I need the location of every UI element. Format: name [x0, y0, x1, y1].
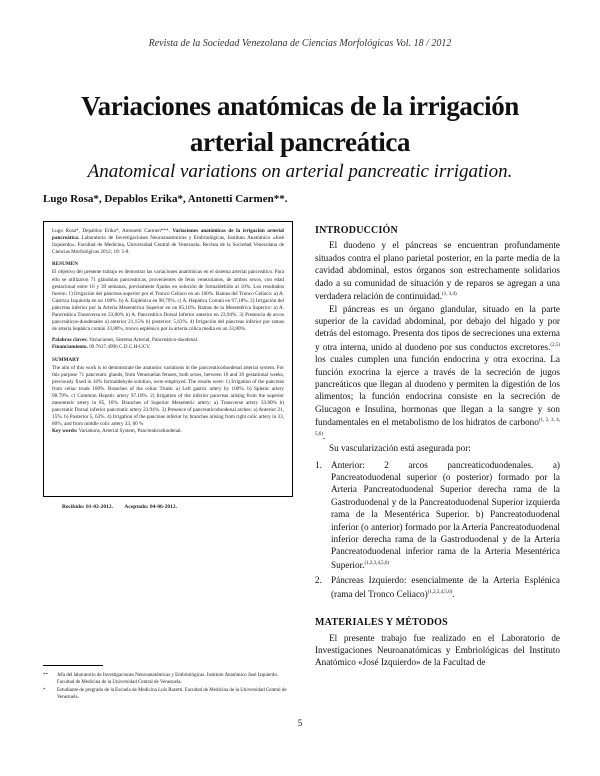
- intro-paragraph-2: [315, 303, 560, 443]
- vascularization-list: [315, 459, 560, 601]
- accepted-date: Aceptado: 04-06-2012.: [124, 504, 177, 510]
- intro-paragraph-3: Su vascularización está asegurada por:: [329, 443, 471, 454]
- footnote-mark: *: [43, 688, 46, 694]
- title-line-2: arterial pancreática: [189, 127, 411, 157]
- intro-p2-end: .: [322, 430, 326, 441]
- list-item-end: .: [452, 588, 455, 599]
- summary-heading: SUMMARY: [52, 356, 80, 363]
- citation-ref: (1, 3,4): [442, 292, 457, 298]
- page-number: 5: [297, 718, 303, 728]
- footnote-text: Estudiante de pregrado de la Escuela de Medicina Luis Razetti. Facultad de Medicina de la Universidad Central de Venezuela.: [57, 688, 287, 700]
- list-number: 2.: [315, 575, 322, 586]
- palabras-label: Palabras claves:: [52, 337, 88, 344]
- list-number: 1.: [315, 459, 322, 470]
- footnote-mark: **: [43, 673, 48, 678]
- footnote-text: Jefa del laboratorio de Investigaciones Neuroanatómicas y Embriológicas. Instituto Anatómico José Izquierdo. Facultad de Medicina de la Universidad Central de Venezuela.: [57, 673, 279, 685]
- list-text: [331, 459, 560, 572]
- title-line-1: Variaciones anatómicas de la irrigación: [81, 91, 519, 121]
- article-title: [30, 88, 570, 160]
- citation-ref: (1, 2, 3, 4, 5,6): [315, 418, 561, 437]
- palabras-text: Variaciones, Sistema Arterial, Pancreático-duodenal.: [89, 337, 199, 344]
- financiamiento-label: Financiamiento.: [52, 344, 88, 351]
- resumen-text: El objetivo del presente trabajo es demostrar las variaciones anatómicas en el sistema arterial pancreático. Para ello se utilizaron 71 glándulas pancreáticas, provenientes de fetos venezolanos, de ambos sexos, con edad gestacional entre 16 y 39 semanas, previamente fijados en solución de formaldehído al 10%. Los resultados fueron: 1) Irrigación del páncreas superior por el Tronco Celíaco en un 100%. Ramas del Tronco Celíaco: a) A. Gástrica Izquierda en un 100%. b) A. Esplénica en 98,79%. c) A. Hepática Común en 97,18%. 2) Irrigación del páncreas inferior por la Arteria Mesentérica Superior en un 85,10%. Ramas de la Mesentérica Superior: a) A. Pancreática Transversa en 33,80% b) A. Pancreática Dorsal Inferior anterior en 23,94%. 3) Presencia de arcos pancreáticos-duodenales a) anterior 21,15% b) posterior: 5,63%. 4) Irrigación del páncreas inferior por ramas de arteria hepática común 33,80%, tronco esplénico por la arteria cólica media en un 33,80%.: [52, 269, 284, 333]
- financiamiento-text: 09.7637.4996 C.D.C.H-UCV.: [89, 344, 151, 351]
- citation-title: Variaciones anatómicas de la irrigación arterial pancreática.: [52, 228, 285, 242]
- list-item: [315, 459, 560, 572]
- keywords-text: Variations, Arterial System, Pancreaticoduodenal.: [78, 428, 182, 435]
- summary-text: The aim of this work is to demonstrate the anatomic variations in the pancreaticoduodenal arterial system. For this purpose 71 pancreatic glands, from Venezuelan fetuses, both sexes, between 16 and 39 gestational weeks, previously fixed in 10% formaldehyde solution, were employed. The results were: 1) Irrigation of the pancreas from celiac trunk 100%. Branches of the celiac Trunk: a) Left gastric artery by 100%. b) Splenic artery 98.79%. c) Common Hepatic artery 97.18%. 2) Irrigation of the inferior pancreas arising from the superior mesenteric artery in 85, 10%. Branches of Superior Mesenteric artery: a) Transverse artery 33.80% b) pancreatic Dorsal inferior pancreatic artery 23.94%. 3) Presence of pancreaticoduodenal arches: a) Anterior 21, 15%. b) Posterior 5, 63%. 4) Irrigation of the pancreas inferior by branches arising from right colic artery in 33, 80%, and from middle colic artery 33, 80 %: [52, 364, 284, 428]
- methods-heading: MATERIALES Y MÉTODOS: [315, 617, 448, 629]
- keywords-label: Key words:: [52, 428, 78, 435]
- journal-header: Revista de la Sociedad Venezolana de Ciencias Morfológicas Vol. 18 / 2012: [148, 38, 452, 49]
- citation-ref: (1,2,3,4,5,6): [427, 589, 453, 595]
- author-list: Lugo Rosa*, Depablos Erika*, Antonetti Carmen**.: [43, 193, 288, 205]
- citation-ref: (2,5): [550, 342, 560, 348]
- intro-paragraph-1: [315, 239, 560, 302]
- intro-p1-text: El duodeno y el páncreas se encuentran profundamente situados contra el plano parietal posterior, en la parte media de la cavidad abdominal, estos órganos son estrechamente solidarios dado a su comunidad de situación y de reparos se agregan a una verdadera relación de continuidad.: [315, 240, 560, 302]
- palabras-claves: [52, 337, 284, 344]
- intro-p2b-text: los cuales cumplen una función endocrina y otra exocrina. La función exocrina la ejerce a través de la secreción de jugos pancreáticos que llegan al duodeno y permiten la digestión de los alimentos; la función endocrina consiste en la secreción de Glucagon e Insulina, hormonas que llegan a la sangre y son fundamentales en el metabolismo de los hidratos de carbono: [315, 354, 560, 428]
- list-item-body: Páncreas Izquierdo: esencialmente de la Arteria Esplénica (rama del Tronco Celiaco): [331, 575, 560, 599]
- list-item: [315, 574, 560, 600]
- intro-p2a-text: El páncreas es un órgano glandular, situado en la parte superior de la cavidad abdominal, por debajo del hígado y por detrás del estomago. Presenta dos tipos de secreciones una externa y otra interna, unido al duodeno por sus conductos excretores.: [315, 303, 560, 352]
- list-item-body: Anterior: 2 arcos pancreaticoduodenales. a) Pancreatoduodenal superior (o posterior) formado por la Arteria Pancreatoduodenal Superior derecha rama de la Gastroduodenal y de la Pancreatoduodenal Superior izquierda rama de la Mesentérica Superior. b) Pancreatoduodenal inferior (o anterior) formado por la Arteria Pancreatoduodenal inferior derecha rama de la Gastroduodenal y de la Arteria Pancreatoduodenal inferior rama de la Arteria Mesentérica Superior.: [331, 459, 560, 570]
- citation-ref: (1,2,3,4,5,6): [364, 560, 390, 566]
- citation: [52, 228, 284, 256]
- footnote: [43, 688, 293, 701]
- body-column: [315, 225, 560, 669]
- financiamiento: [52, 344, 284, 351]
- abstract-box: [43, 221, 293, 497]
- keywords: [52, 428, 284, 435]
- footnotes: [43, 673, 293, 703]
- footnote-rule: [43, 665, 103, 666]
- received-dates: [62, 504, 187, 510]
- citation-rest: Laboratorio de Investigaciones Neuroanatómicas y Embriológicas, Instituto Anatómico «José Izquierdo», Facultad de Medicina, Universidad Central de Venezuela. Revista de la Sociedad Venezolana de Ciencias Morfológicas 2012; 18: 5-8.: [52, 235, 284, 256]
- methods-paragraph-1: El presente trabajo fue realizado en el Laboratorio de Investigaciones Neuroanatómicas y Embriológicas del Instituto Anatómico «José Izquierdo» de la Facultad de: [315, 632, 560, 668]
- article-subtitle: Anatomical variations on arterial pancreatic irrigation.: [87, 161, 513, 182]
- list-text: [331, 574, 560, 600]
- citation-authors: Lugo Rosa*, Depablos Erika*, Antonetti Carmen***.: [52, 228, 170, 234]
- resumen-heading: RESUMEN: [52, 261, 78, 268]
- received-date: Recibido: 01-02-2012.: [62, 504, 114, 510]
- footnote: [43, 673, 293, 686]
- intro-heading: INTRODUCCIÓN: [315, 225, 398, 236]
